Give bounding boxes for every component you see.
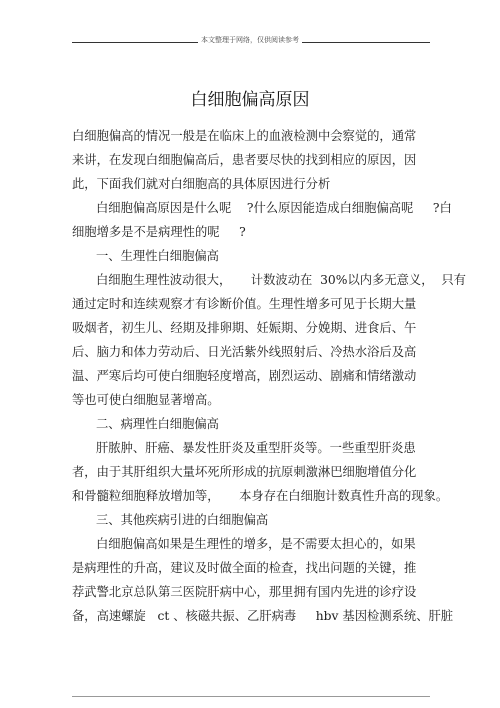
section-heading-2: 二、病理性白细胞偏高 <box>96 417 219 431</box>
section-heading-3: 三、其他疾病引进的白细胞偏高 <box>96 513 269 527</box>
section-heading-1: 一、生理性白细胞偏高 <box>96 249 219 263</box>
body-line-3: 此，下面我们就对白细胞高的具体原因进行分析 <box>72 177 331 191</box>
body-line-15: 者，由于其肝组织大量坏死所形成的抗原刺激淋巴细胞增值分化 <box>72 465 417 479</box>
body-line-8: 通过定时和连续观察才有诊断价值。生理性增多可见于长期大量 <box>72 297 417 311</box>
body-line-1: 白细胞偏高的情况一般是在临床上的血液检测中会察觉的，通常 <box>72 129 417 143</box>
body-line-10: 后、脑力和体力劳动后、日光活紫外线照射后、冷热水浴后及高 <box>72 345 417 359</box>
body-line-12: 等也可使白细胞显著增高。 <box>72 393 220 407</box>
body-line-18: 白细胞偏高如果是生理性的增多，是不需要太担心的，如果 <box>96 537 416 551</box>
body-line-20: 荐武警北京总队第三医院肝病中心，那里拥有国内先进的诊疗设 <box>72 585 417 599</box>
body-line-7: 白细胞生理性波动很大， 计数波动在 30%以内多无意义， 只有 <box>96 273 466 287</box>
body-line-5: 细胞增多是不是病理性的呢 ? <box>72 225 246 239</box>
footer-rule <box>72 696 430 697</box>
body-line-19: 是病理性的升高，建议及时做全面的检查，找出问题的关键，推 <box>72 561 417 575</box>
body-line-2: 来讲，在发现白细胞偏高后，患者要尽快的找到相应的原因，因 <box>72 153 417 167</box>
header-note-text: 本文整理于网络，仅供阅读参考 <box>198 36 302 44</box>
document-title: 白细胞偏高原因 <box>190 90 310 110</box>
body-line-9: 吸烟者，初生儿、经期及排卵期、妊娠期、分娩期、进食后、午 <box>72 321 417 335</box>
body-line-4: 白细胞偏高原因是什么呢 ?什么原因能造成白细胞偏高呢 ?白 <box>96 201 452 215</box>
body-line-21: 备，高速螺旋 ct 、核磁共振、乙肝病毒 hbv 基因检测系统、肝脏 <box>72 609 454 623</box>
header-note <box>0 37 500 44</box>
body-line-14: 肝脓肿、肝癌、暴发性肝炎及重型肝炎等。一些重型肝炎患 <box>96 441 416 455</box>
body-line-16: 和骨髓粒细胞释放增加等， 本身存在白细胞计数真性升高的现象。 <box>72 489 449 503</box>
body-line-11: 温、严寒后均可使白细胞轻度增高，剧烈运动、剧痛和情绪激动 <box>72 369 417 383</box>
